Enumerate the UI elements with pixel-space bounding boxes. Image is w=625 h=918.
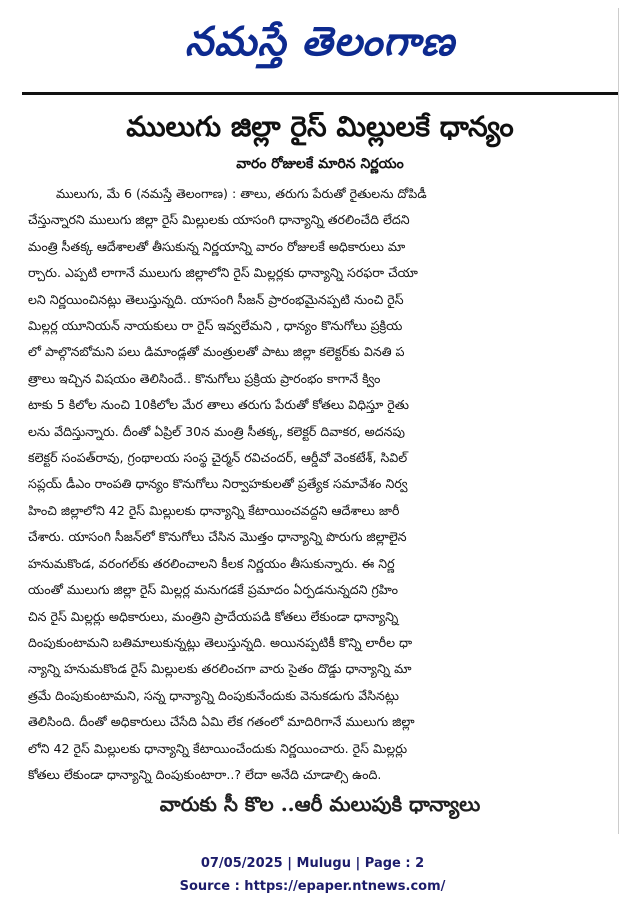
clipping-border xyxy=(618,8,619,834)
article-line: త్రమే దింపుకుంటామని, సన్న ధాన్యాన్ని దింపుకునేందుకు వెనుకడుగు వేసినట్లు xyxy=(28,687,399,703)
article-line: యంతో ములుగు జిల్లా రైస్ మిల్లర్ల మనుగడకే ప్రమాదం ఏర్పడనున్నదని గ్రహిం xyxy=(28,582,399,598)
article-line: హనుమకొండ, వరంగల్‌కు తరలించాలని కీలక నిర్ణయం తీసుకున్నారు. ఈ నిర్ణ xyxy=(28,555,395,571)
header-rule xyxy=(22,92,618,95)
article-line: మంత్రి సీతక్క ఆదేశాలతో తీసుకున్న నిర్ణయాన్ని వారం రోజులకే అధికారులు మా xyxy=(28,238,406,254)
masthead-logo: నమస్తే తెలంగాణ xyxy=(184,19,456,65)
article-line: చేశారు. యాసంగి సీజన్‌లో కొనుగోలు చేసిన మొత్తం ధాన్యాన్ని పొరుగు జిల్లాలైన xyxy=(28,529,407,545)
article-subheadline: వారం రోజులకే మారిన నిర్ణయం xyxy=(236,156,404,172)
article-line: సప్లయ్ డీఎం రాంపతి ధాన్యం కొనుగోలు నిర్వాహకులతో ప్రత్యేక సమావేశం నిర్వ xyxy=(28,476,408,492)
article-line: హించి జిల్లాలోని 42 రైస్ మిల్లులకు ధాన్యాన్ని కేటాయించవద్దని ఆదేశాలు జారీ xyxy=(28,502,400,518)
article-line: చిన రైస్ మిల్లర్లు అధికారులు, మంత్రిని ప్రాదేయపడి కోతలు లేకుండా ధాన్యాన్ని xyxy=(28,608,399,624)
article-line: లని నిర్ణయించినట్లు తెలుస్తున్నది. యాసంగి సీజన్ ప్రారంభమైనప్పటి నుంచి రైస్ xyxy=(28,291,404,307)
article-line: త్రాలు ఇచ్చిన విషయం తెలిసిందే.. కొనుగోలు ప్రక్రియ ప్రారంభం కాగానే క్విం xyxy=(28,370,381,386)
article-line: కోతలు లేకుండా ధాన్యాన్ని దింపుకుంటారా..? లేదా అనేది చూడాల్సి ఉంది. xyxy=(28,766,382,782)
next-headline-cut-off: వారుకు సీ కొల ..ఆరీ మలుపుకి ధాన్యాలు xyxy=(159,792,481,817)
article-line: దింపుకుంటామని బతిమాలుకున్నట్లు తెలుస్తున్నది. అయినప్పటికీ కొన్ని లారీల ధా xyxy=(28,634,413,650)
article-line: లను వేదిస్తున్నారు. దీంతో ఏప్రిల్ 30న మంత్రి సీతక్క, కలెక్టర్ దివాకర, అదనపు xyxy=(28,423,405,439)
article-line: లోని 42 రైస్ మిల్లులకు ధాన్యాన్ని కేటాయించేందుకు నిర్ణయించారు. రైస్ మిల్లర్లు xyxy=(28,740,408,756)
footer-date-line: 07/05/2025 | Mulugu | Page : 2 xyxy=(200,856,425,871)
footer-source-line: Source : https://epaper.ntnews.com/ xyxy=(179,879,446,894)
article-body xyxy=(22,181,618,788)
article-line: చేస్తున్నారని ములుగు జిల్లా రైస్ మిల్లులకు యాసంగి ధాన్యాన్ని తరలించేది లేదని xyxy=(28,212,410,228)
article-headline: ములుగు జిల్లా రైస్ మిల్లులకే ధాన్యం xyxy=(126,110,514,143)
article-line: ర్చారు. ఎప్పటి లాగానే ములుగు జిల్లాలోని రైస్ మిల్లర్లకు ధాన్యాన్ని సరఫరా చేయా xyxy=(28,265,418,281)
article-line: మిల్లర్ల యూనియన్ నాయకులు రా రైస్ ఇవ్వలేమని , ధాన్యం కొనుగోలు ప్రక్రియ xyxy=(28,318,403,334)
article-line: న్యాన్ని హనుమకొండ రైస్ మిల్లులకు తరలించగా వారు సైతం దొడ్డు ధాన్యాన్ని మా xyxy=(28,661,412,677)
article-line: కలెక్టర్ సంపత్‌రావు, గ్రంథాలయ సంస్థ చైర్మన్ రవిచందర్, ఆర్డీవో వెంకటేశ్, సివిల్ xyxy=(28,450,408,466)
article-line: లో పాల్గొనబోమని పలు డిమాండ్లతో మంత్రులతో పాటు జిల్లా కలెక్టర్‌కు వినతి ప xyxy=(28,344,405,360)
newspaper-clipping xyxy=(22,8,618,834)
article-line: ములుగు, మే 6 (నమస్తే తెలంగాణ) : తాలు, తరుగు పేరుతో రైతులను దోపిడీ xyxy=(56,186,427,201)
article-line: తెలిసింది. దీంతో అధికారులు చేసేది ఏమి లేక గతంలో మాదిరిగానే ములుగు జిల్లా xyxy=(28,714,415,730)
article-line: టాకు 5 కిలోల నుంచి 10కిలోల మేర తాలు తరుగు పేరుతో కోతలు విధిస్తూ రైతు xyxy=(28,397,409,413)
